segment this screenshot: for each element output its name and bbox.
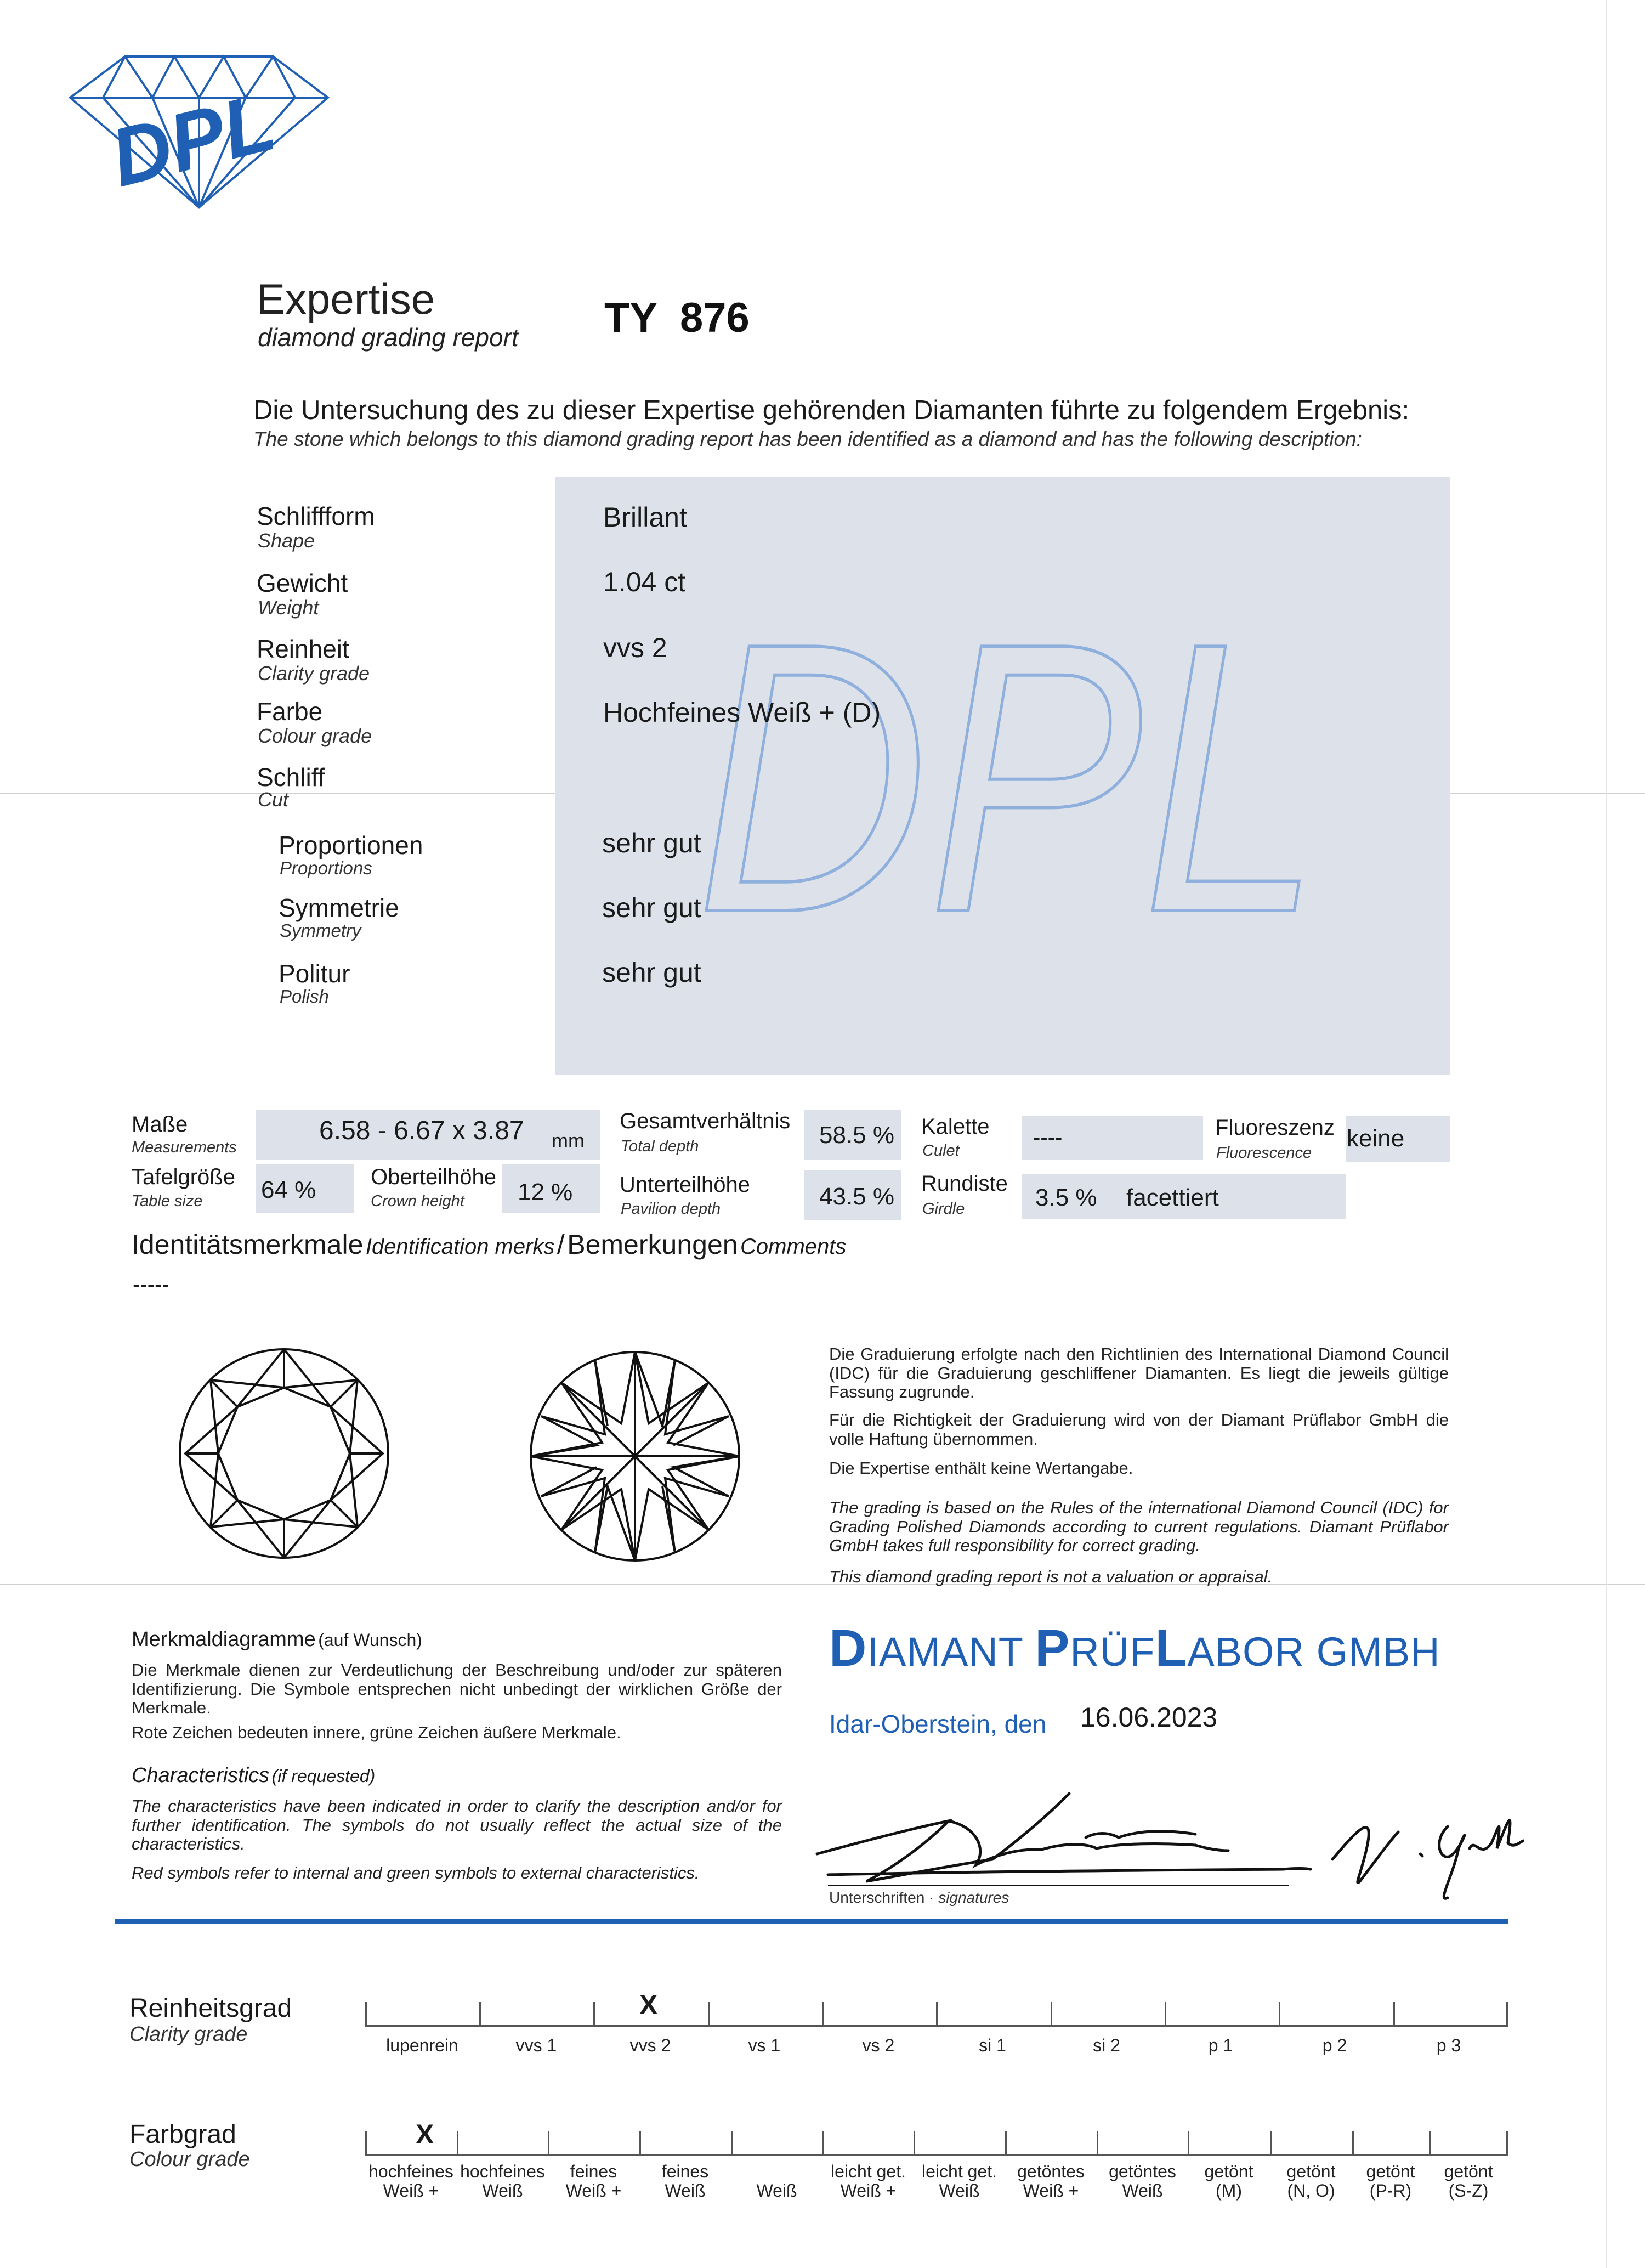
colour-grade-line1: getöntes <box>1017 2162 1085 2181</box>
culet-label: Kalette <box>921 1115 990 1139</box>
characteristics-text-de-2: Rote Zeichen bedeuten innere, grüne Zeichen äußere Merkmale. <box>132 1723 621 1742</box>
report-number: TY 876 <box>604 295 750 341</box>
pavilion-depth-value: 43.5 % <box>819 1183 894 1210</box>
colour-grade-line2: Weiß <box>1122 2180 1163 2201</box>
intro-de: Die Untersuchung des zu dieser Expertise gehörenden Diamanten führte zu folgendem Ergebnis: <box>253 395 1410 425</box>
crown-diagram <box>174 1338 394 1569</box>
comments-de: Bemerkungen <box>567 1229 738 1260</box>
colour-grade-label <box>1352 2162 1429 2200</box>
clarity-scale-tick <box>1279 2002 1280 2027</box>
clarity-scale-tick <box>365 2002 367 2027</box>
table-size-value: 64 % <box>261 1177 316 1203</box>
watermark <box>674 538 1332 954</box>
colour-grade-label <box>1005 2162 1097 2200</box>
proportions-label-en: Proportions <box>280 858 372 878</box>
colour-scale-title: Farbgrad <box>129 2120 236 2149</box>
clarity-scale-tick <box>822 2002 824 2027</box>
cut-label: Schliff <box>257 763 325 791</box>
clarity-grade-label: vvs 2 <box>629 2035 671 2055</box>
clarity-grade-label: lupenrein <box>386 2035 458 2055</box>
disclaimer-de-3: Die Expertise enthält keine Wertangabe. <box>829 1458 1133 1478</box>
colour-grade-label <box>822 2162 914 2200</box>
intro-en: The stone which belongs to this diamond grading report has been identified as a diamond and has the following description: <box>253 428 1362 450</box>
clarity-grade-label: p 3 <box>1436 2035 1461 2055</box>
fluorescence-label-en: Fluorescence <box>1216 1144 1312 1162</box>
measurements-value: 6.58 - 6.67 x 3.87 <box>319 1116 524 1145</box>
colour-scale-tick <box>548 2131 549 2156</box>
measurements-label-en: Measurements <box>132 1139 237 1156</box>
characteristics-title-de-text: Merkmaldiagramme <box>132 1628 316 1651</box>
weight-value: 1.04 ct <box>603 567 686 597</box>
measurements-unit: mm <box>552 1129 585 1152</box>
clarity-scale-tick <box>1506 2002 1508 2027</box>
report-subtitle: diamond grading report <box>258 323 519 352</box>
signatures-caption-de: Unterschriften <box>829 1889 925 1906</box>
colour-scale-tick <box>365 2131 367 2156</box>
clarity-scale-tick <box>593 2002 595 2027</box>
polish-label: Politur <box>279 959 350 988</box>
colour-scale-tick <box>639 2131 641 2156</box>
comments-value: ----- <box>133 1272 169 1297</box>
colour-scale-tick <box>1429 2131 1431 2156</box>
weight-label-en: Weight <box>258 596 319 619</box>
company-name-part: P <box>1035 1619 1070 1677</box>
signatures-area <box>812 1788 1524 1931</box>
table-size-label: Tafelgröße <box>132 1165 235 1189</box>
colour-grade-line2: Weiß + <box>840 2180 897 2201</box>
colour-value: Hochfeines Weiß + (D) <box>603 697 881 728</box>
colour-grade-label <box>365 2162 457 2200</box>
symmetry-label-en: Symmetry <box>280 920 361 941</box>
colour-scale-tick <box>1352 2131 1354 2156</box>
colour-grade-line2: (S-Z) <box>1448 2180 1489 2201</box>
colour-grade-line2: Weiß <box>665 2180 706 2201</box>
identity-separator: / <box>557 1229 565 1260</box>
characteristics-title-en-text: Characteristics <box>132 1764 270 1787</box>
disclaimer-de-1: Die Graduierung erfolgte nach den Richtlinien des International Diamond Council (IDC) für die Graduierung geschliffener Diamanten. Es liegt die jeweils gültige Fassung zugrunde. <box>829 1344 1449 1402</box>
clarity-scale-tick <box>936 2002 938 2027</box>
colour-grade-line1: getönt <box>1204 2162 1253 2181</box>
proportions-value: sehr gut <box>602 828 701 858</box>
colour-grade-line1: leicht get. <box>922 2162 997 2181</box>
signatures-caption-sep: · <box>929 1889 934 1906</box>
symmetry-label: Symmetrie <box>279 893 399 922</box>
characteristics-title-en-note: (if requested) <box>271 1766 376 1786</box>
logo-text: DPL <box>101 75 284 205</box>
comments-en: Comments <box>740 1235 847 1259</box>
total-depth-label: Gesamtverhältnis <box>620 1109 791 1133</box>
characteristics-text-de-1: Die Merkmale dienen zur Verdeutlichung der Beschreibung und/oder zur späteren Identifizierung. Die Symbole entsprechen nicht unbedingt der wirklichen Größe der Merkmale. <box>132 1660 782 1718</box>
clarity-grade-label: p 1 <box>1208 2035 1233 2055</box>
colour-grade-line2: Weiß + <box>1023 2180 1079 2201</box>
issue-date: 16.06.2023 <box>1080 1702 1218 1733</box>
total-depth-label-en: Total depth <box>621 1138 699 1155</box>
company-name-part: RÜF <box>1070 1629 1155 1675</box>
table-size-label-en: Table size <box>132 1192 203 1210</box>
colour-grade-line2: Weiß + <box>565 2180 622 2201</box>
fluorescence-label: Fluoreszenz <box>1215 1116 1335 1140</box>
place-label: Idar-Oberstein, den <box>829 1710 1047 1738</box>
colour-grade-label <box>457 2162 548 2200</box>
colour-grade-line2: Weiß <box>939 2180 980 2201</box>
clarity-scale-tick <box>1393 2002 1395 2027</box>
characteristics-title-de-note: (auf Wunsch) <box>318 1630 422 1650</box>
girdle-finish: facettiert <box>1126 1184 1219 1211</box>
clarity-scale-tick <box>1051 2002 1052 2027</box>
pavilion-diagram <box>525 1344 745 1569</box>
colour-scale-tick <box>1506 2131 1508 2156</box>
crown-height-value: 12 % <box>518 1179 573 1206</box>
clarity-scale-title-en: Clarity grade <box>129 2023 248 2046</box>
identity-de: Identitätsmerkmale <box>132 1229 364 1260</box>
girdle-value: 3.5 % <box>1035 1184 1097 1211</box>
clarity-label-en: Clarity grade <box>258 662 370 685</box>
company-name-part: IAMANT <box>867 1629 1035 1675</box>
company-name-part: L <box>1155 1619 1188 1677</box>
company-name-part: D <box>829 1619 867 1677</box>
clarity-grade-label: vvs 1 <box>515 2035 557 2055</box>
clarity-scale <box>365 1989 1508 2029</box>
shape-label-en: Shape <box>258 529 315 552</box>
disclaimer-en-1: The grading is based on the Rules of the international Diamond Council (IDC) for Grading Polished Diamonds according to current regulations. Diamant Prüflabor GmbH takes full responsibility for correct grading. <box>829 1498 1449 1556</box>
polish-label-en: Polish <box>280 986 329 1006</box>
colour-grade-line2: Weiß <box>482 2180 523 2201</box>
colour-grade-line1: hochfeines <box>460 2162 545 2181</box>
dpl-logo <box>65 43 333 213</box>
colour-grade-label <box>1097 2162 1188 2200</box>
colour-grade-line1: hochfeines <box>368 2162 453 2181</box>
identity-heading <box>132 1231 846 1258</box>
characteristics-text-en-2: Red symbols refer to internal and green symbols to external characteristics. <box>132 1863 700 1882</box>
colour-grade-line2: (M) <box>1216 2180 1242 2201</box>
signature-line <box>828 1885 1289 1886</box>
colour-scale-tick <box>1270 2131 1272 2156</box>
clarity-value: vvs 2 <box>603 632 667 663</box>
colour-grade-label <box>914 2162 1005 2200</box>
colour-scale <box>365 2119 1508 2159</box>
colour-scale-tick <box>1005 2131 1007 2156</box>
colour-scale-tick <box>1097 2131 1098 2156</box>
measurements-label: Maße <box>132 1112 188 1136</box>
disclaimer-en-2: This diamond grading report is not a valuation or appraisal. <box>829 1567 1273 1586</box>
signatures-caption <box>829 1890 1009 1905</box>
edge-line <box>1606 0 1607 2268</box>
weight-label: Gewicht <box>257 569 348 597</box>
cut-label-en: Cut <box>258 788 289 811</box>
girdle-label: Rundiste <box>921 1172 1008 1196</box>
characteristics-text-en-1: The characteristics have been indicated in order to clarify the description and/or for further identification. The symbols do not usually reflect the actual size of the characteristics. <box>132 1796 782 1854</box>
clarity-scale-title: Reinheitsgrad <box>129 1994 292 2023</box>
colour-grade-label <box>1429 2162 1508 2200</box>
company-name-part: ABOR <box>1187 1629 1317 1675</box>
divider-rule <box>115 1919 1508 1924</box>
colour-grade-line2: Weiß <box>756 2180 797 2201</box>
clarity-grade-label: si 2 <box>1093 2035 1120 2055</box>
shape-value: Brillant <box>603 502 687 533</box>
colour-label: Farbe <box>257 697 323 726</box>
colour-grade-line2: (P-R) <box>1369 2180 1412 2201</box>
report-title: Expertise <box>257 275 435 323</box>
colour-grade-line1: getönt <box>1286 2162 1336 2181</box>
clarity-scale-tick <box>479 2002 481 2027</box>
identity-en: Identification merks <box>365 1235 555 1259</box>
culet-value: ---- <box>1033 1125 1063 1150</box>
company-name <box>829 1619 1440 1677</box>
colour-scale-tick <box>914 2131 915 2156</box>
culet-label-en: Culet <box>922 1142 960 1160</box>
watermark-text: DPL <box>696 563 1321 954</box>
colour-grade-line1: getönt <box>1444 2162 1493 2181</box>
fluorescence-value: keine <box>1347 1125 1405 1152</box>
girdle-label-en: Girdle <box>922 1200 965 1218</box>
colour-grade-line1: getönt <box>1366 2162 1415 2181</box>
crown-height-label-en: Crown height <box>371 1192 464 1210</box>
colour-grade-label <box>1188 2162 1270 2200</box>
colour-scale-tick <box>822 2131 824 2156</box>
signatures-caption-en: signatures <box>938 1889 1009 1906</box>
colour-grade-line1: feines <box>570 2162 617 2181</box>
colour-grade-label <box>548 2162 639 2200</box>
pavilion-depth-label: Unterteilhöhe <box>620 1173 750 1197</box>
shape-label: Schliffform <box>257 502 375 530</box>
total-depth-value: 58.5 % <box>819 1122 894 1149</box>
colour-scale-tick <box>1188 2131 1189 2156</box>
polish-value: sehr gut <box>602 957 701 988</box>
colour-grade-line1: leicht get. <box>831 2162 906 2181</box>
colour-grade-label <box>639 2162 731 2200</box>
colour-scale-baseline <box>365 2154 1508 2156</box>
clarity-scale-tick <box>1165 2002 1166 2027</box>
characteristics-title-en <box>132 1765 375 1786</box>
colour-scale-tick <box>731 2131 733 2156</box>
colour-label-en: Colour grade <box>258 725 372 747</box>
colour-grade-label <box>731 2162 822 2200</box>
symmetry-value: sehr gut <box>602 892 701 923</box>
colour-grade-line2: Weiß + <box>383 2180 439 2201</box>
clarity-grade-label: p 2 <box>1322 2035 1347 2055</box>
clarity-scale-marker: X <box>639 1989 658 2020</box>
colour-grade-label <box>1270 2162 1352 2200</box>
colour-grade-line1: getöntes <box>1109 2162 1176 2181</box>
clarity-label: Reinheit <box>257 635 349 663</box>
characteristics-title-de <box>132 1629 422 1650</box>
clarity-grade-label: vs 2 <box>862 2035 895 2055</box>
company-name-part: GMBH <box>1316 1629 1440 1675</box>
proportions-label: Proportionen <box>279 831 423 859</box>
colour-scale-marker: X <box>416 2119 434 2150</box>
disclaimer-de-2: Für die Richtigkeit der Graduierung wird von der Diamant Prüflabor GmbH die volle Haftung übernommen. <box>829 1410 1449 1449</box>
colour-scale-tick <box>457 2131 458 2156</box>
clarity-grade-label: vs 1 <box>748 2035 781 2055</box>
crown-height-label: Oberteilhöhe <box>371 1165 497 1189</box>
clarity-scale-tick <box>708 2002 710 2027</box>
colour-grade-line2: (N, O) <box>1287 2180 1335 2201</box>
pavilion-depth-label-en: Pavilion depth <box>621 1200 721 1218</box>
colour-scale-title-en: Colour grade <box>129 2148 250 2171</box>
clarity-grade-label: si 1 <box>979 2035 1006 2055</box>
colour-grade-line1: feines <box>661 2162 709 2181</box>
